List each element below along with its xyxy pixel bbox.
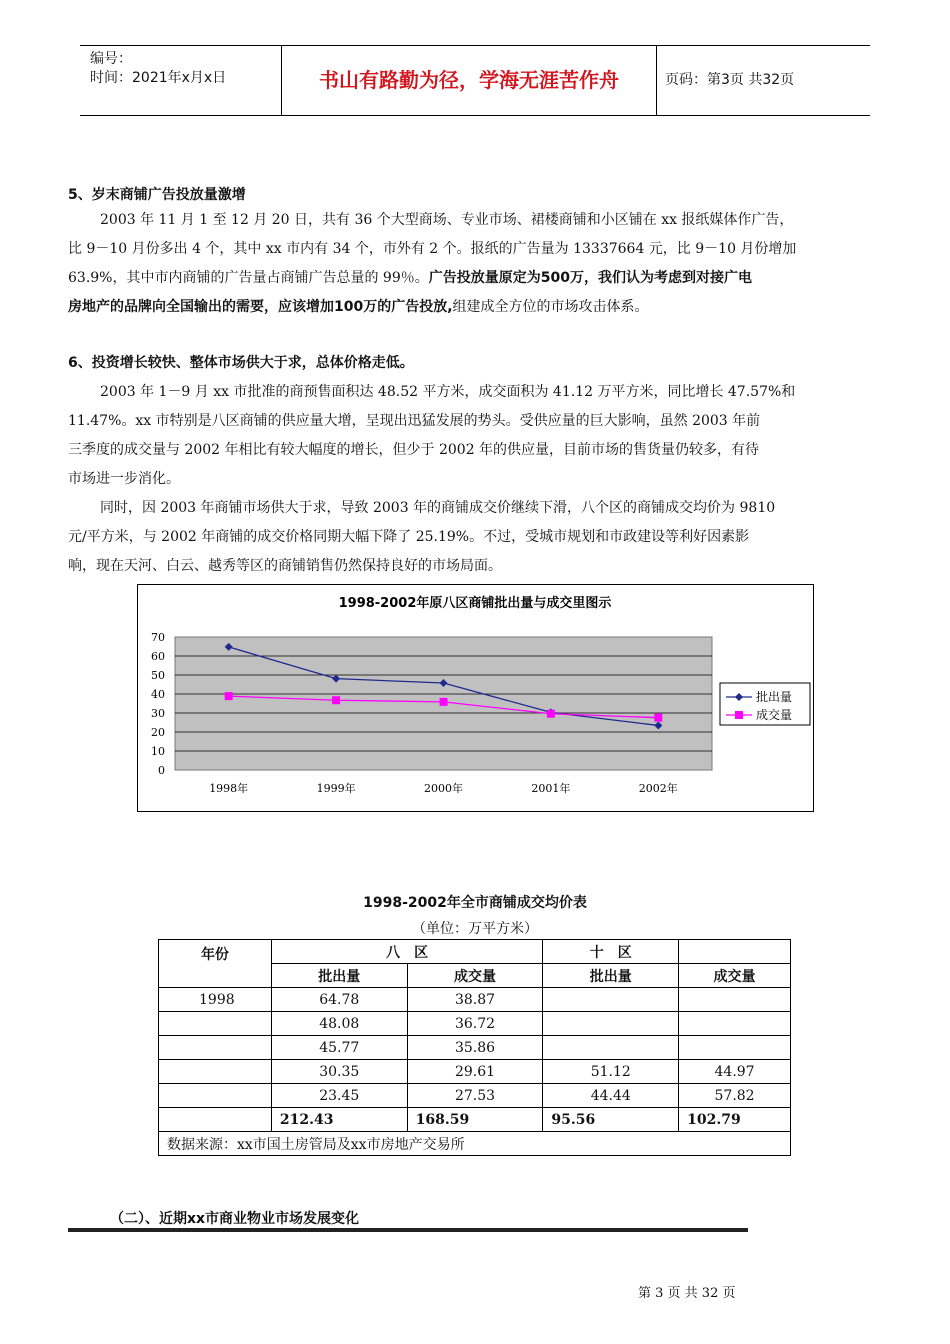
table-source-row [159, 1132, 791, 1156]
chart-title: 1998-2002年原八区商铺批出量与成交里图示 [338, 596, 612, 611]
page-header [80, 45, 870, 116]
header-meta [90, 50, 226, 88]
table-row [159, 1036, 791, 1060]
table-cell: 45.77 [271, 1036, 407, 1060]
table-cell: 44.97 [679, 1060, 791, 1084]
section6-heading: 6、投资增长较快、整体市场供大于求，总体价格走低。 [68, 355, 414, 371]
section2-heading: （二）、近期xx市商业物业市场发展变化 [110, 1211, 360, 1227]
data-point [654, 714, 662, 722]
y-tick-label: 10 [151, 745, 165, 758]
header-eight-district: 八 区 [271, 940, 543, 964]
table-cell: 29.61 [407, 1060, 543, 1084]
section6-line: 同时，因 2003 年商铺市场供大于求，导致 2003 年的商铺成交价继续下滑，八个区的商铺成交均价为 9810 [100, 500, 776, 516]
data-point [440, 698, 448, 706]
table-cell [543, 1012, 679, 1036]
section5-text: 63.9%，其中市内商铺的广告量占商铺广告总量的 99％。 [68, 270, 429, 286]
section5-line [68, 293, 649, 322]
legend-label: 批出量 [756, 690, 793, 704]
section5-line: 比 9－10 月份多出 4 个，其中 xx 市内有 34 个，市外有 2 个。报纸的广告量为 13337664 元，比 9－10 月份增加 [68, 241, 797, 257]
y-tick-label: 70 [151, 631, 165, 644]
table-cell [159, 1108, 272, 1132]
total-cell: 212.43 [271, 1108, 407, 1132]
table-cell [159, 1084, 272, 1108]
table-unit: （单位：万平方米） [412, 921, 538, 937]
table-cell [679, 1012, 791, 1036]
table-cell: 38.87 [407, 988, 543, 1012]
section5-line: 2003 年 11 月 1 至 12 月 20 日，共有 36 个大型商场、专业市场、裙楼商铺和小区铺在 xx 报纸媒体作广告， [100, 212, 794, 228]
header-divider [656, 46, 657, 115]
section6-line: 11.47%。xx 市特别是八区商铺的供应量大增，呈现出迅猛发展的势头。受供应量的巨大影响，虽然 2003 年前 [68, 413, 761, 429]
table-title: 1998-2002年全市商铺成交均价表 [363, 895, 587, 911]
legend-label: 成交量 [756, 708, 793, 722]
y-tick-label: 0 [158, 764, 165, 777]
table-cell: 35.86 [407, 1036, 543, 1060]
data-point [547, 710, 555, 718]
y-tick-label: 60 [151, 650, 165, 663]
table-cell [159, 1060, 272, 1084]
total-cell: 95.56 [543, 1108, 679, 1132]
table-cell [159, 1036, 272, 1060]
section6-line: 三季度的成交量与 2002 年相比有较大幅度的增长，但少于 2002 年的供应量，目前市场的售货量仍较多，有待 [68, 442, 760, 458]
table-header-row [159, 940, 791, 964]
section6-line: 响，现在天河、白云、越秀等区的商铺销售仍然保持良好的市场局面。 [68, 558, 502, 574]
x-tick-label: 2001年 [531, 782, 571, 795]
header-time: 时间：2021年x月x日 [90, 70, 227, 86]
header-empty-cell [679, 940, 791, 964]
header-page-number: 页码：第3页 共32页 [665, 72, 795, 88]
table-cell: 57.82 [679, 1084, 791, 1108]
table-cell: 23.45 [271, 1084, 407, 1108]
y-tick-label: 50 [151, 669, 165, 682]
section5-heading: 5、岁末商铺广告投放量激增 [68, 187, 246, 203]
table-row [159, 1084, 791, 1108]
table-cell [679, 1036, 791, 1060]
data-source: 数据来源：xx市国土房管局及xx市房地产交易所 [159, 1132, 791, 1156]
chart-canvas [138, 585, 813, 811]
table-row [159, 988, 791, 1012]
table-cell: 36.72 [407, 1012, 543, 1036]
section5-text: 组建成全方位的市场攻击体系。 [452, 299, 649, 315]
y-tick-label: 30 [151, 707, 165, 720]
table-cell: 44.44 [543, 1084, 679, 1108]
section6-line: 2003 年 1－9 月 xx 市批准的商预售面积达 48.52 平方米，成交面积为 41.12 万平方米，同比增长 47.57%和 [100, 384, 796, 400]
section-divider [68, 1228, 748, 1232]
table-cell: 30.35 [271, 1060, 407, 1084]
header-number: 编号： [90, 51, 132, 67]
header-ten-district: 十 区 [543, 940, 679, 964]
table-total-row [159, 1108, 791, 1132]
total-cell: 102.79 [679, 1108, 791, 1132]
table-cell [543, 988, 679, 1012]
table-cell: 48.08 [271, 1012, 407, 1036]
section5-bold-text: 广告投放量原定为500万，我们认为考虑到对接广电 [428, 270, 752, 286]
section5-bold-text: 房地产的品牌向全国输出的需要，应该增加100万的广告投放, [68, 299, 453, 315]
subheader-cell: 批出量 [271, 964, 407, 988]
table-cell [543, 1036, 679, 1060]
chart-x-axis [209, 781, 678, 795]
legend-marker [735, 711, 743, 719]
table-row [159, 1012, 791, 1036]
header-year: 年份 [159, 940, 272, 988]
y-tick-label: 20 [151, 726, 165, 739]
chart-y-axis [151, 631, 165, 777]
subheader-cell: 批出量 [543, 964, 679, 988]
table-row [159, 1060, 791, 1084]
header-motto: 书山有路勤为径，学海无涯苦作舟 [319, 68, 619, 92]
section6-line: 元/平方米，与 2002 年商铺的成交价格同期大幅下降了 25.19%。不过，受城市规划和市政建设等利好因素影 [68, 529, 750, 545]
table-cell: 51.12 [543, 1060, 679, 1084]
x-tick-label: 1999年 [316, 782, 356, 795]
data-point [225, 692, 233, 700]
price-table [158, 939, 791, 1156]
table-cell: 1998 [159, 988, 272, 1012]
table-cell: 27.53 [407, 1084, 543, 1108]
page-footer: 第 3 页 共 32 页 [638, 1286, 736, 1301]
x-tick-label: 2000年 [424, 782, 463, 795]
table-cell [679, 988, 791, 1012]
table-cell: 64.78 [271, 988, 407, 1012]
x-tick-label: 2002年 [638, 782, 678, 795]
total-cell: 168.59 [407, 1108, 543, 1132]
line-chart [137, 584, 814, 812]
table-cell [159, 1012, 272, 1036]
data-point [332, 696, 340, 704]
y-tick-label: 40 [151, 688, 165, 701]
section5-line [68, 264, 752, 293]
chart-legend [720, 683, 810, 725]
section6-line: 市场进一步消化。 [68, 471, 180, 487]
subheader-cell: 成交量 [407, 964, 543, 988]
subheader-cell: 成交量 [679, 964, 791, 988]
x-tick-label: 1998年 [209, 782, 249, 795]
